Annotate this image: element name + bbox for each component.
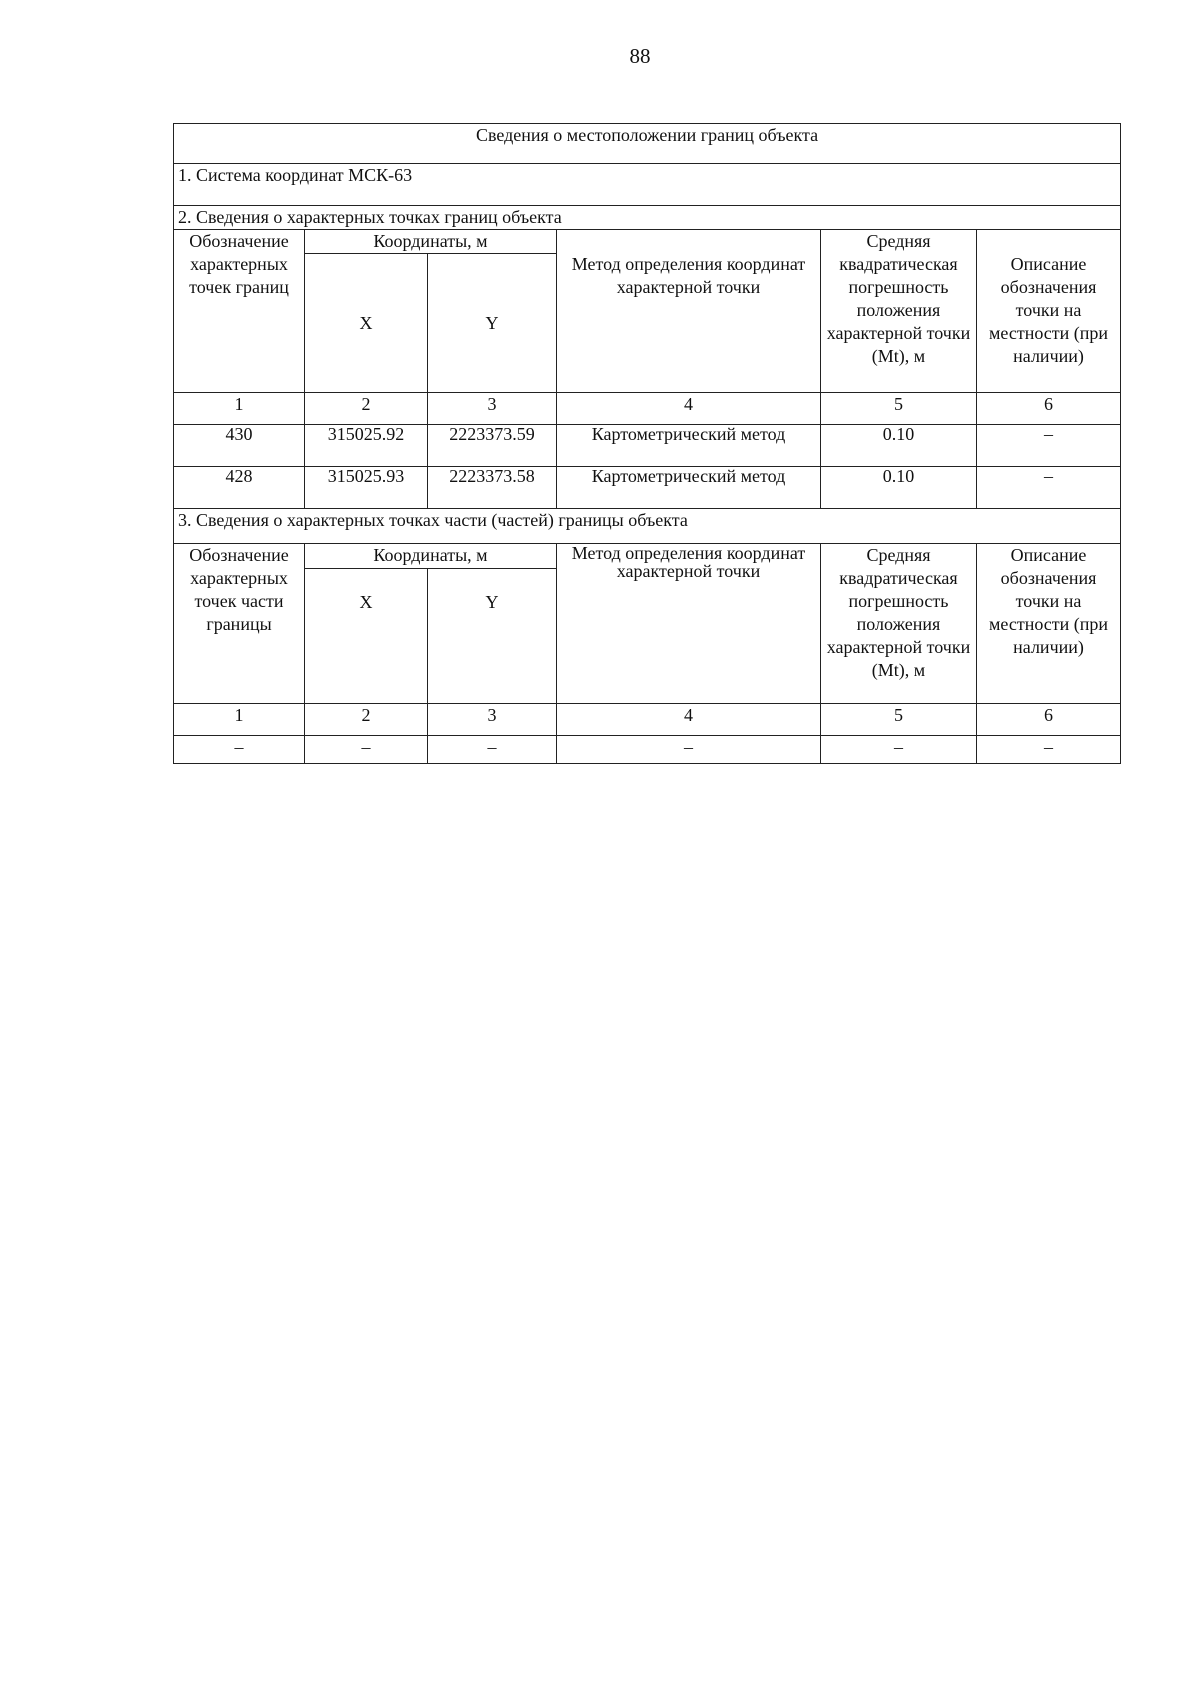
column-number: 3: [428, 704, 557, 736]
table-title-row: [174, 124, 1121, 164]
column-number: 2: [305, 704, 428, 736]
header-y: Y: [428, 569, 557, 704]
section-3-title-row: [174, 509, 1121, 544]
coord-x: 315025.92: [305, 425, 428, 467]
column-number: 1: [174, 393, 305, 425]
table-row: [174, 425, 1121, 467]
header-error: Средняя квадратическая погрешность положения характерной точки (Mt), м: [821, 230, 977, 393]
column-number: 1: [174, 704, 305, 736]
section-2-title: 2. Сведения о характерных точках границ объекта: [174, 206, 1121, 230]
section-1-row: [174, 164, 1121, 206]
coord-y: 2223373.59: [428, 425, 557, 467]
header-coordinates: Координаты, м: [305, 544, 557, 569]
description: –: [977, 425, 1121, 467]
coord-y: –: [428, 736, 557, 764]
column-number: 6: [977, 704, 1121, 736]
header-error: Средняя квадратическая погрешность положения характерной точки (Mt), м: [821, 544, 977, 704]
coord-y: 2223373.58: [428, 467, 557, 509]
header-method: Метод определения координат характерной точки: [557, 230, 821, 393]
section-2-header-row: [174, 230, 1121, 254]
description: –: [977, 736, 1121, 764]
column-number: 4: [557, 393, 821, 425]
column-number: 6: [977, 393, 1121, 425]
method: Картометрический метод: [557, 425, 821, 467]
point-id: 430: [174, 425, 305, 467]
table-title: Сведения о местоположении границ объекта: [174, 124, 1121, 164]
header-designation: Обозначение характерных точек части границы: [174, 544, 305, 704]
coord-x: 315025.93: [305, 467, 428, 509]
column-number: 5: [821, 704, 977, 736]
column-number: 3: [428, 393, 557, 425]
column-number: 5: [821, 393, 977, 425]
column-number: 2: [305, 393, 428, 425]
table-row: [174, 736, 1121, 764]
section-3-column-numbers: [174, 704, 1121, 736]
error-value: 0.10: [821, 425, 977, 467]
header-x: X: [305, 254, 428, 393]
coord-x: –: [305, 736, 428, 764]
description: –: [977, 467, 1121, 509]
coordinate-system: 1. Система координат МСК-63: [174, 164, 1121, 206]
boundary-location-table: [173, 123, 1121, 764]
point-id: –: [174, 736, 305, 764]
header-coordinates: Координаты, м: [305, 230, 557, 254]
header-x: X: [305, 569, 428, 704]
method: –: [557, 736, 821, 764]
section-3-header-row: [174, 544, 1121, 569]
header-description: Описание обозначения точки на местности (при наличии): [977, 544, 1121, 704]
section-3-title: 3. Сведения о характерных точках части (частей) границы объекта: [174, 509, 1121, 544]
page-number: 88: [629, 44, 651, 68]
error-value: 0.10: [821, 467, 977, 509]
table-row: [174, 467, 1121, 509]
header-designation: Обозначение характерных точек границ: [174, 230, 305, 393]
point-id: 428: [174, 467, 305, 509]
method: Картометрический метод: [557, 467, 821, 509]
header-method: Метод определения координат характерной точки: [557, 544, 821, 704]
header-y: Y: [428, 254, 557, 393]
header-description: Описание обозначения точки на местности (при наличии): [977, 230, 1121, 393]
error-value: –: [821, 736, 977, 764]
section-2-column-numbers: [174, 393, 1121, 425]
section-2-title-row: [174, 206, 1121, 230]
column-number: 4: [557, 704, 821, 736]
